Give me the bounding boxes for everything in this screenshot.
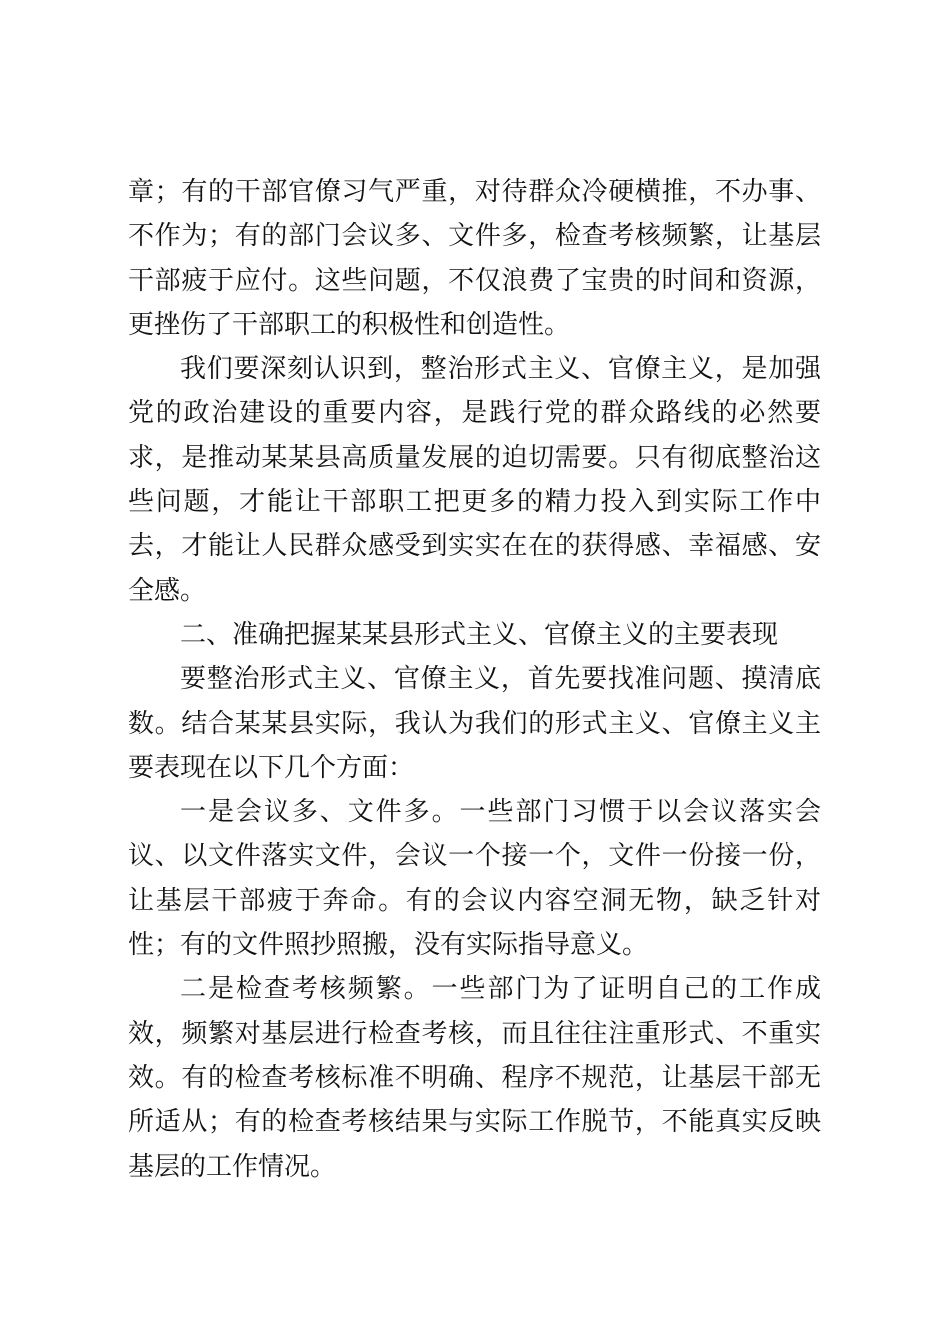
paragraph: 要整治形式主义、官僚主义，首先要找准问题、摸清底数。结合某某县实际，我认为我们的形式主义、官僚主义主要表现在以下几个方面：	[128, 664, 821, 783]
paragraph-continuation: 章；有的干部官僚习气严重，对待群众冷硬横推，不办事、不作为；有的部门会议多、文件多，检查考核频繁，让基层干部疲于应付。这些问题，不仅浪费了宝贵的时间和资源，更挫伤了干部职工的积极性和创造性。	[128, 177, 821, 340]
paragraph: 一是会议多、文件多。一些部门习惯于以会议落实会议、以文件落实文件，会议一个接一个，文件一份接一份，让基层干部疲于奔命。有的会议内容空洞无物，缺乏针对性；有的文件照抄照搬，没有实际指导意义。	[128, 797, 821, 961]
paragraph: 二是检查考核频繁。一些部门为了证明自己的工作成效，频繁对基层进行检查考核，而且往往注重形式、不重实效。有的检查考核标准不明确、程序不规范，让基层干部无所适从；有的检查考核结果与实际工作脱节，不能真实反映基层的工作情况。	[128, 974, 821, 1182]
section-heading: 二、准确把握某某县形式主义、官僚主义的主要表现	[180, 619, 779, 650]
paragraph: 我们要深刻认识到，整治形式主义、官僚主义，是加强党的政治建设的重要内容，是践行党的群众路线的必然要求，是推动某某县高质量发展的迫切需要。只有彻底整治这些问题，才能让干部职工把更多的精力投入到实际工作中去，才能让人民群众感受到实实在在的获得感、幸福感、安全感。	[128, 354, 821, 606]
document-body	[128, 170, 821, 1189]
